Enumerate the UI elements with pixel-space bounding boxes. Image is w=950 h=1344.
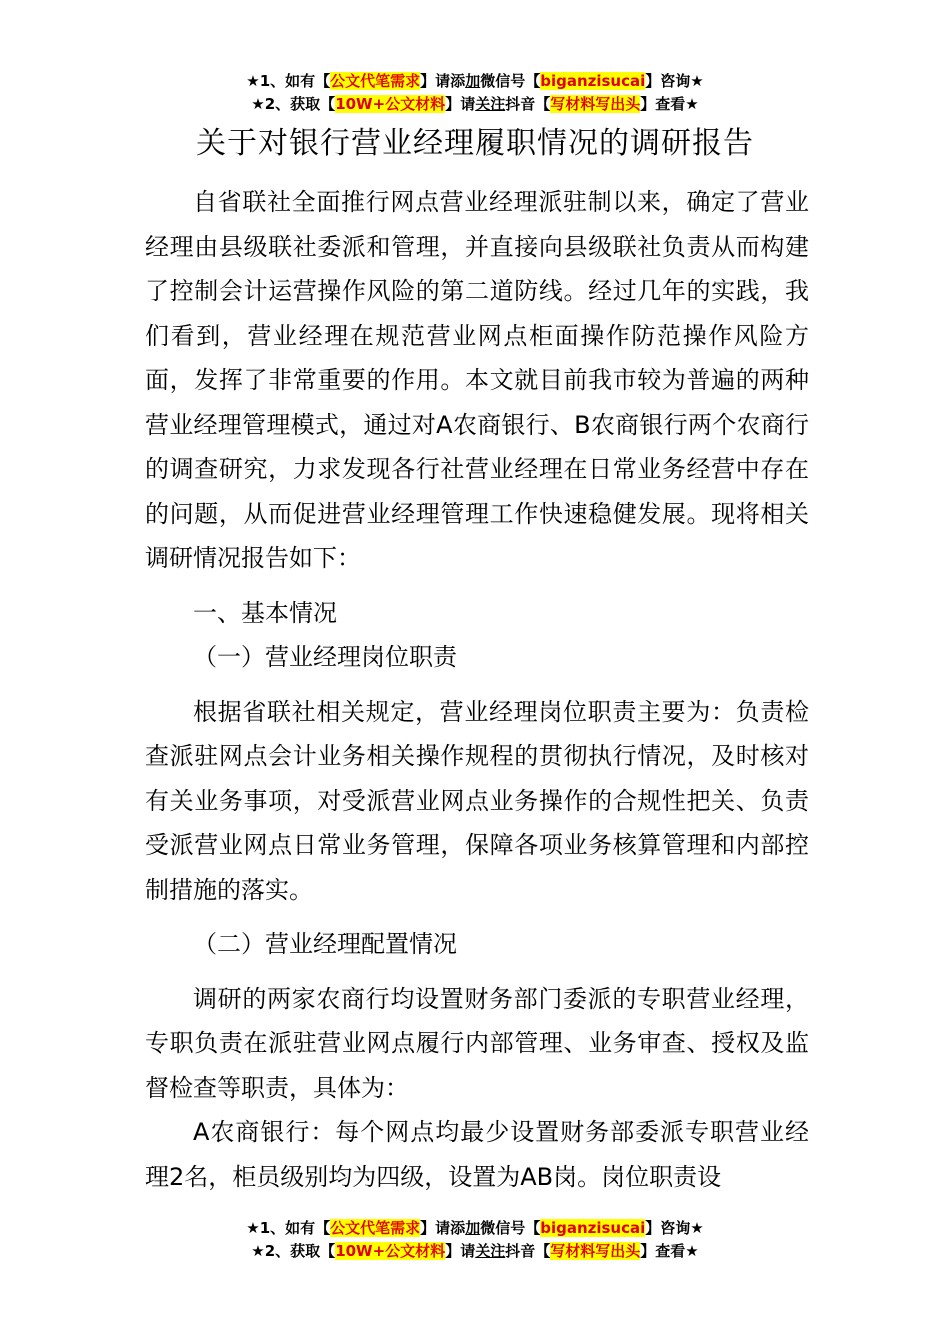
- promo-text: ★2、获取【: [251, 1242, 336, 1260]
- promo-text: ★2、获取【: [251, 95, 336, 113]
- allocation-paragraph: 调研的两家农商行均设置财务部门委派的专职营业经理，专职负责在派驻营业网点履行内部管理、业务审查、授权及监督检查等职责，具体为：: [145, 984, 809, 1102]
- promo-highlight: 公文代笔需求: [330, 1219, 421, 1237]
- promo-underline: 加: [465, 72, 481, 90]
- document-body: [145, 180, 809, 1199]
- promo-text: 】请添: [420, 72, 466, 90]
- promo-text: 】咨询★: [645, 72, 704, 90]
- subsection-heading-1: （一）营业经理岗位职责: [193, 643, 457, 671]
- promo-line-1: [0, 70, 950, 93]
- intro-paragraph: 自省联社全面推行网点营业经理派驻制以来，确定了营业经理由县级联社委派和管理，并直接向县级联社负责从而构建了控制会计运营操作风险的第二道防线。经过几年的实践，我们看到，营业经理在规范营业网点柜面操作防范操作风险方面，发挥了非常重要的作用。本文就目前我市较为普遍的两种营业经理管理模式，通过对A农商银行、B农商银行两个农商行的调查研究，力求发现各行社营业经理在日常业务经营中存在的问题，从而促进营业经理管理工作快速稳健发展。现将相关调研情况报告如下：: [145, 188, 809, 572]
- promo-text: 】请: [445, 1242, 476, 1260]
- promo-underline: 关注: [475, 1242, 506, 1260]
- promo-highlight: 10W+公文材料: [335, 95, 446, 113]
- bank-a-paragraph: A农商银行：每个网点均最少设置财务部委派专职营业经理2名，柜员级别均为四级，设置为AB岗。岗位职责设: [145, 1118, 809, 1191]
- promo-text: 】请: [445, 95, 476, 113]
- promo-text: 微信号【: [480, 72, 541, 90]
- promo-highlight: 10W+公文材料: [335, 1242, 446, 1260]
- promo-highlight: biganzisucai: [540, 1219, 646, 1237]
- promo-highlight: 写材料写出头: [550, 95, 641, 113]
- subsection-heading-2: （二）营业经理配置情况: [193, 930, 457, 958]
- promo-text: 】请添: [420, 1219, 466, 1237]
- promo-text: 】咨询★: [645, 1219, 704, 1237]
- promo-underline: 加: [465, 1219, 481, 1237]
- promo-highlight: 写材料写出头: [550, 1242, 641, 1260]
- promo-line-1: [0, 1217, 950, 1240]
- promo-text: ★1、如有【: [246, 72, 331, 90]
- promo-text: 抖音【: [505, 95, 551, 113]
- bottom-promo-banner: [0, 1217, 950, 1263]
- promo-text: 抖音【: [505, 1242, 551, 1260]
- promo-line-2: [0, 1240, 950, 1263]
- promo-line-2: [0, 93, 950, 116]
- promo-underline: 关注: [475, 95, 506, 113]
- top-promo-banner: [0, 70, 950, 116]
- duty-paragraph: 根据省联社相关规定，营业经理岗位职责主要为：负责检查派驻网点会计业务相关操作规程的贯彻执行情况，及时核对有关业务事项，对受派营业网点业务操作的合规性把关、负责受派营业网点日常业务管理，保障各项业务核算管理和内部控制措施的落实。: [145, 697, 809, 904]
- promo-text: ★1、如有【: [246, 1219, 331, 1237]
- promo-highlight: 公文代笔需求: [330, 72, 421, 90]
- document-title: 关于对银行营业经理履职情况的调研报告: [196, 126, 754, 161]
- promo-text: 微信号【: [480, 1219, 541, 1237]
- section-heading-1: 一、基本情况: [193, 598, 337, 627]
- promo-text: 】查看★: [640, 1242, 699, 1260]
- promo-text: 】查看★: [640, 95, 699, 113]
- promo-highlight: biganzisucai: [540, 72, 646, 90]
